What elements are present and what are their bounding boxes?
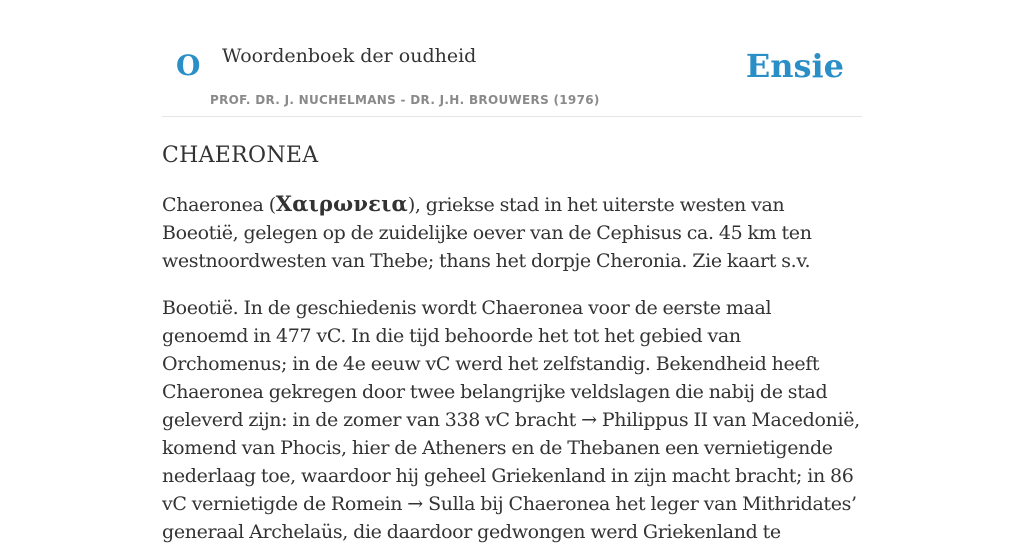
ensie-logo-link[interactable]: Ensie [745, 47, 844, 85]
dictionary-header [162, 0, 862, 117]
article-page [162, 0, 862, 546]
entry-paragraph-2: Boeotië. In de geschiedenis wordt Chaeronea voor de eerste maal genoemd in 477 vC. In die tijd behoorde het tot het gebied van Orchomenus; in de 4e eeuw vC werd het zelfstandig. Bekendheid heeft Chaeronea gekregen door twee belangrijke veldslagen die nabij de stad geleverd zijn: in de zomer van 338 vC bracht → Philippus II van Macedonië, komend van Phocis, hier de Atheners en de Thebanen een vernietigende nederlaag toe, waardoor hij geheel Griekenland in zijn macht bracht; in 86 vC vernietigde de Romein → Sulla bij Chaeronea het leger van Mithridates’ generaal Archelaüs, die daardoor gedwongen werd Griekenland te [162, 297, 860, 543]
para1-text-start: Chaeronea ( [162, 194, 276, 216]
greek-name: Χαιρωνεια [275, 191, 408, 216]
book-title-link[interactable]: Woordenboek der oudheid [222, 45, 477, 67]
para1-text-end: ), griekse stad in het uiterste westen van Boeotië, gelegen op de zuidelijke oever van de Cephisus ca. 45 km ten westnoordwesten van Thebe; thans het dorpje Cheronia. Zie kaart s.v. [162, 194, 812, 272]
entry-title: CHAERONEA [162, 143, 319, 168]
dictionary-letter[interactable]: O [176, 49, 201, 82]
authors-line: PROF. DR. J. NUCHELMANS - DR. J.H. BROUWERS (1976) [210, 93, 600, 107]
entry-paragraph-1 [162, 190, 862, 275]
